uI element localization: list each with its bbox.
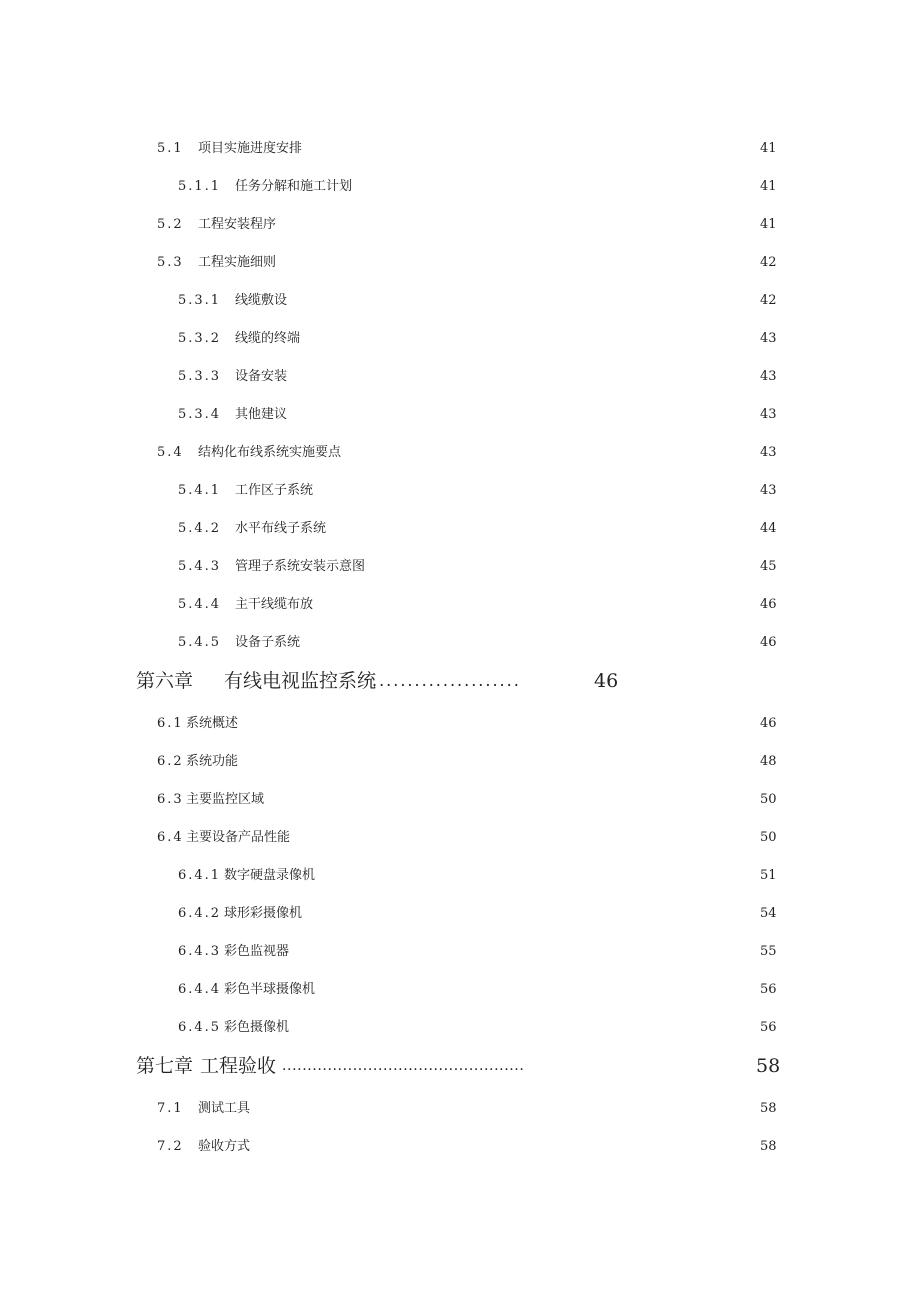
toc-entry-number: 5.3.2 — [178, 331, 222, 346]
toc-entry-title: 彩色监视器 — [224, 944, 290, 959]
toc-entry-7-2[interactable] — [157, 1135, 777, 1159]
toc-entry-page: 50 — [760, 830, 777, 845]
toc-entry-title: 系统功能 — [186, 754, 239, 769]
toc-entry-5-3-1[interactable] — [178, 289, 777, 313]
toc-entry-title: 管理子系统安装示意图 — [235, 559, 366, 574]
toc-entry-number: 6.4.1 — [178, 868, 222, 883]
toc-entry-title: 项目实施进度安排 — [198, 141, 303, 156]
toc-entry-number: 5.4.4 — [178, 597, 222, 612]
toc-entry-6-4-2[interactable] — [178, 902, 777, 926]
toc-entry-number: 7.1 — [157, 1101, 184, 1116]
toc-entry-number: 5.4.5 — [178, 635, 222, 650]
toc-entry-6-4[interactable] — [157, 826, 777, 850]
toc-entry-page: 58 — [760, 1139, 777, 1154]
toc-entry-page: 50 — [760, 792, 777, 807]
toc-entry-page: 43 — [760, 483, 777, 498]
toc-entry-number: 5.1.1 — [178, 179, 222, 194]
chapter-title: 工程验收 — [200, 1055, 277, 1077]
toc-entry-title: 主干线缆布放 — [235, 597, 314, 612]
chapter-title: 有线电视监控系统 — [224, 670, 377, 692]
toc-entry-5-4-3[interactable] — [178, 555, 777, 579]
toc-entry-number: 5.3 — [157, 255, 184, 270]
toc-entry-title: 彩色半球摄像机 — [224, 982, 316, 997]
toc-entry-6-1[interactable] — [157, 712, 777, 736]
toc-entry-page: 46 — [760, 635, 777, 650]
toc-entry-7-1[interactable] — [157, 1097, 777, 1121]
toc-entry-5-3-2[interactable] — [178, 327, 777, 351]
toc-entry-5-3-3[interactable] — [178, 365, 777, 389]
toc-entry-number: 5.4.1 — [178, 483, 222, 498]
toc-entry-page: 43 — [760, 407, 777, 422]
toc-entry-number: 6.4.5 — [178, 1020, 222, 1035]
toc-chapter-6[interactable] — [136, 666, 636, 696]
chapter-page: 58 — [756, 1055, 781, 1077]
toc-entry-page: 58 — [760, 1101, 777, 1116]
toc-entry-page: 56 — [760, 982, 777, 997]
toc-entry-page: 41 — [760, 141, 777, 156]
toc-entry-title: 工作区子系统 — [235, 483, 314, 498]
chapter-page: 46 — [594, 670, 619, 692]
toc-entry-number: 5.4 — [157, 445, 184, 460]
toc-entry-number: 6.3 — [157, 792, 184, 807]
toc-entry-5-1[interactable] — [157, 137, 777, 161]
toc-chapter-7[interactable] — [136, 1051, 780, 1081]
toc-entry-5-2[interactable] — [157, 213, 777, 237]
toc-entry-page: 48 — [760, 754, 777, 769]
toc-entry-title: 主要设备产品性能 — [186, 830, 291, 845]
toc-entry-title: 其他建议 — [235, 407, 288, 422]
toc-entry-5-4[interactable] — [157, 441, 777, 465]
toc-entry-title: 设备安装 — [235, 369, 288, 384]
toc-entry-6-3[interactable] — [157, 788, 777, 812]
toc-entry-title: 测试工具 — [198, 1101, 251, 1116]
toc-entry-5-1-1[interactable] — [178, 175, 777, 199]
chapter-leader-dots: ................................................ — [282, 1058, 525, 1074]
toc-entry-number: 6.1 — [157, 716, 184, 731]
toc-entry-title: 线缆敷设 — [235, 293, 288, 308]
chapter-label: 第六章 — [136, 670, 194, 692]
toc-entry-page: 51 — [760, 868, 777, 883]
toc-entry-number: 6.4.4 — [178, 982, 222, 997]
toc-entry-number: 6.4.3 — [178, 944, 222, 959]
toc-entry-number: 5.4.2 — [178, 521, 222, 536]
toc-entry-number: 5.3.3 — [178, 369, 222, 384]
toc-entry-number: 5.2 — [157, 217, 184, 232]
toc-entry-title: 验收方式 — [198, 1139, 251, 1154]
toc-entry-page: 43 — [760, 331, 777, 346]
toc-entry-page: 43 — [760, 445, 777, 460]
toc-entry-5-4-5[interactable] — [178, 631, 777, 655]
toc-entry-number: 5.1 — [157, 141, 184, 156]
toc-entry-5-4-1[interactable] — [178, 479, 777, 503]
toc-entry-page: 42 — [760, 293, 777, 308]
toc-entry-5-3[interactable] — [157, 251, 777, 275]
toc-entry-title: 水平布线子系统 — [235, 521, 327, 536]
toc-entry-page: 55 — [760, 944, 777, 959]
toc-entry-title: 结构化布线系统实施要点 — [198, 445, 342, 460]
toc-entry-6-4-3[interactable] — [178, 940, 777, 964]
toc-entry-page: 46 — [760, 716, 777, 731]
chapter-label: 第七章 — [136, 1055, 194, 1077]
toc-entry-title: 线缆的终端 — [235, 331, 301, 346]
toc-entry-5-4-2[interactable] — [178, 517, 777, 541]
toc-entry-title: 彩色摄像机 — [224, 1020, 290, 1035]
toc-entry-page: 43 — [760, 369, 777, 384]
toc-entry-number: 5.3.1 — [178, 293, 222, 308]
toc-entry-title: 球形彩摄像机 — [224, 906, 303, 921]
toc-entry-title: 工程实施细则 — [198, 255, 277, 270]
toc-entry-title: 任务分解和施工计划 — [235, 179, 353, 194]
toc-entry-number: 6.4.2 — [178, 906, 222, 921]
toc-entry-title: 工程安装程序 — [198, 217, 277, 232]
toc-entry-page: 46 — [760, 597, 777, 612]
toc-entry-6-4-1[interactable] — [178, 864, 777, 888]
toc-entry-page: 41 — [760, 179, 777, 194]
toc-entry-5-4-4[interactable] — [178, 593, 777, 617]
toc-entry-page: 41 — [760, 217, 777, 232]
toc-entry-page: 45 — [760, 559, 777, 574]
toc-entry-number: 5.4.3 — [178, 559, 222, 574]
toc-entry-page: 44 — [760, 521, 777, 536]
toc-entry-number: 7.2 — [157, 1139, 184, 1154]
toc-entry-page: 56 — [760, 1020, 777, 1035]
toc-entry-number: 6.4 — [157, 830, 184, 845]
toc-entry-page: 42 — [760, 255, 777, 270]
toc-entry-title: 系统概述 — [186, 716, 239, 731]
toc-entry-number: 6.2 — [157, 754, 184, 769]
toc-entry-title: 数字硬盘录像机 — [224, 868, 316, 883]
toc-entry-page: 54 — [760, 906, 777, 921]
toc-entry-6-4-4[interactable] — [178, 978, 777, 1002]
toc-entry-title: 设备子系统 — [235, 635, 301, 650]
chapter-leader-dots: ..................... — [372, 671, 521, 690]
toc-entry-6-4-5[interactable] — [178, 1016, 777, 1040]
toc-entry-5-3-4[interactable] — [178, 403, 777, 427]
toc-entry-number: 5.3.4 — [178, 407, 222, 422]
toc-entry-title: 主要监控区域 — [186, 792, 265, 807]
toc-entry-6-2[interactable] — [157, 750, 777, 774]
